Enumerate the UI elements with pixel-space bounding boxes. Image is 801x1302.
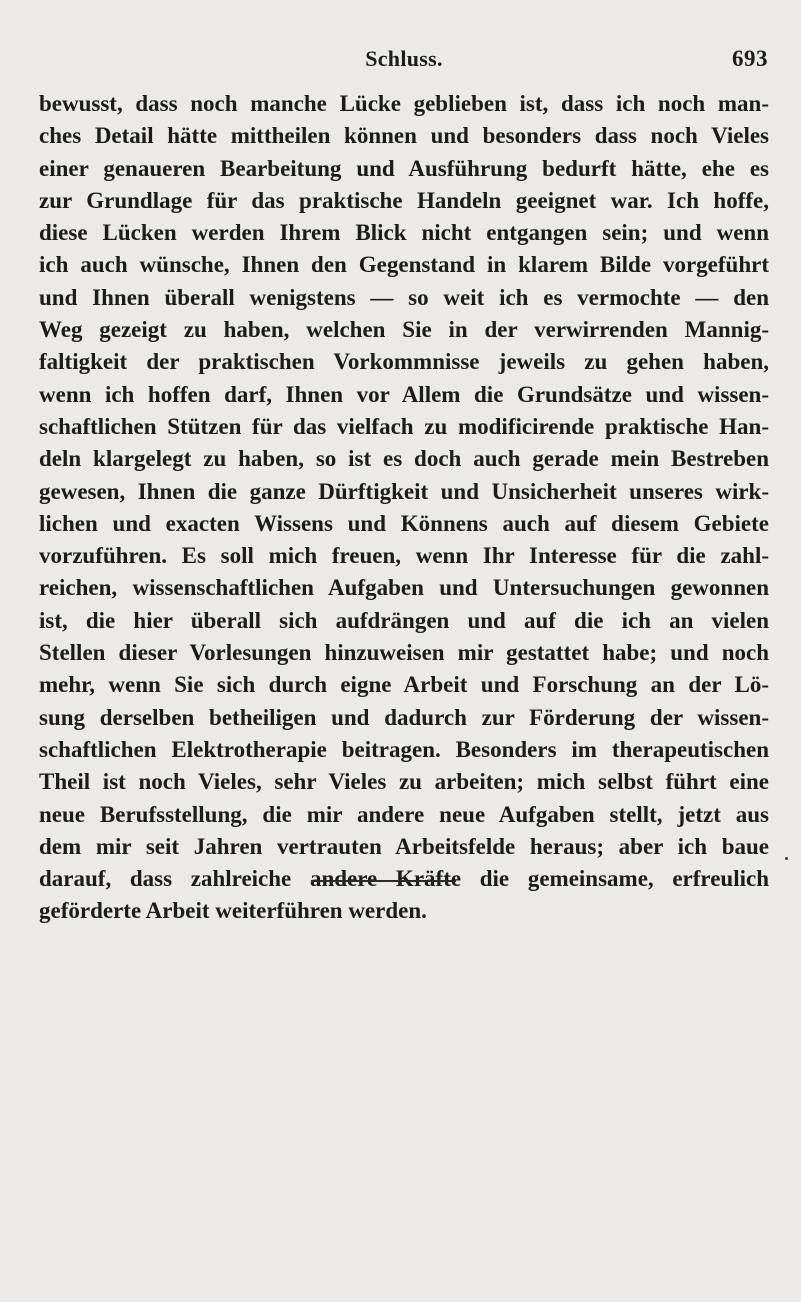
text-line: dem mir seit Jahren vertrauten Arbeitsfelde heraus; aber ich baue xyxy=(39,833,769,859)
text-line: ich auch wünsche, Ihnen den Gegenstand in klarem Bilde vorgeführt xyxy=(39,252,769,278)
text-line: mehr, wenn Sie sich durch eigne Arbeit und Forschung an der Lö- xyxy=(39,672,769,698)
text-line: Theil ist noch Vieles, sehr Vieles zu arbeiten; mich selbst führt eine xyxy=(39,769,769,795)
text-line: und Ihnen überall wenigstens — so weit ich es vermochte — den xyxy=(39,284,769,310)
text-line: darauf, dass zahlreiche andere Kräfte die gemeinsame, erfreulich xyxy=(39,866,769,892)
text-line: gewesen, Ihnen die ganze Dürftigkeit und Unsicherheit unseres wirk- xyxy=(39,478,769,504)
text-line-last: geförderte Arbeit weiterführen werden. xyxy=(39,898,427,924)
text-line: ches Detail hätte mittheilen können und besonders dass noch Vieles xyxy=(39,123,769,149)
text-line: diese Lücken werden Ihrem Blick nicht entgangen sein; und wenn xyxy=(39,220,769,246)
end-rule xyxy=(311,880,456,882)
running-header-title: Schluss. xyxy=(365,46,443,71)
running-header xyxy=(40,46,768,76)
text-line: Stellen dieser Vorlesungen hinzuweisen mir gestattet habe; und noch xyxy=(39,640,769,666)
text-line: deln klargelegt zu haben, so ist es doch auch gerade mein Bestreben xyxy=(39,446,769,472)
text-line: bewusst, dass noch manche Lücke geblieben ist, dass ich noch man- xyxy=(39,91,769,116)
text-line: einer genaueren Bearbeitung und Ausführung bedurft hätte, ehe es xyxy=(39,155,769,181)
text-line: Weg gezeigt zu haben, welchen Sie in der verwirrenden Mannig- xyxy=(39,317,769,343)
text-line: reichen, wissenschaftlichen Aufgaben und Untersuchungen gewonnen xyxy=(39,575,769,601)
paper-speck xyxy=(785,857,788,860)
text-line: ist, die hier überall sich aufdrängen und auf die ich an vielen xyxy=(39,607,769,633)
text-line: vorzuführen. Es soll mich freuen, wenn Ihr Interesse für die zahl- xyxy=(39,543,769,569)
text-line: lichen und exacten Wissens und Könnens auch auf diesem Gebiete xyxy=(39,510,769,536)
text-line: sung derselben betheiligen und dadurch zur Förderung der wissen- xyxy=(39,704,769,730)
text-line: neue Berufsstellung, die mir andere neue Aufgaben stellt, jetzt aus xyxy=(39,801,769,827)
text-line: zur Grundlage für das praktische Handeln geeignet war. Ich hoffe, xyxy=(39,187,769,213)
text-line: wenn ich hoffen darf, Ihnen vor Allem die Grundsätze und wissen- xyxy=(39,381,769,407)
text-line: schaftlichen Stützen für das vielfach zu modificirende praktische Han- xyxy=(39,413,769,439)
text-line: schaftlichen Elektrotherapie beitragen. Besonders im therapeutischen xyxy=(39,736,769,762)
text-line: faltigkeit der praktischen Vorkommnisse jeweils zu gehen haben, xyxy=(39,349,769,375)
page-number: 693 xyxy=(732,46,768,71)
body-paragraph xyxy=(39,88,769,928)
